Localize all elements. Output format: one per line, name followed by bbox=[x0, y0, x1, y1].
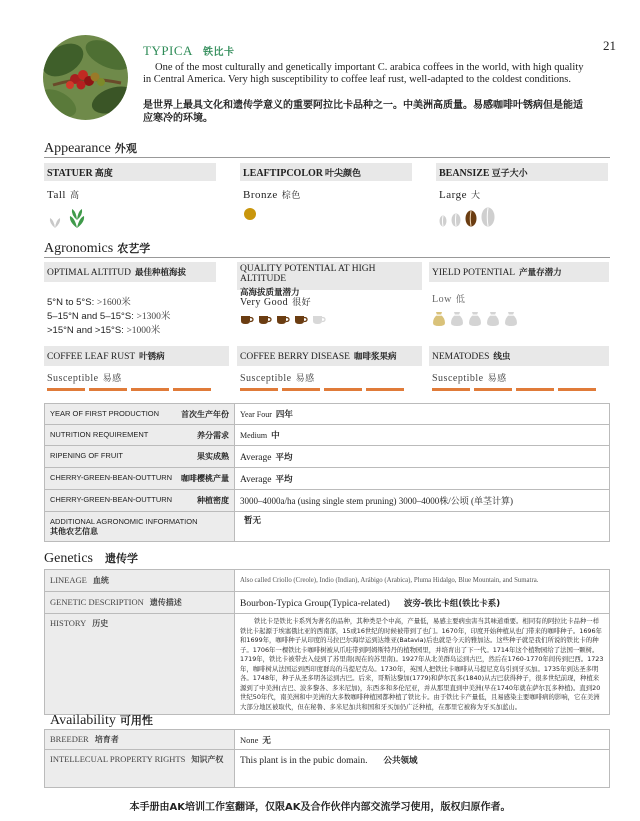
detail-value-cn: 中 bbox=[271, 431, 280, 441]
detail-label-cn: 首次生产年份 bbox=[181, 409, 229, 419]
nematodes-label-cn: 线虫 bbox=[493, 352, 511, 362]
ip-value-en: This plant is in the pubic domain. bbox=[240, 756, 368, 766]
nematodes-bar bbox=[474, 388, 512, 391]
description-value bbox=[235, 592, 610, 614]
yield-label-cn: 产量存潜力 bbox=[519, 268, 562, 278]
genetics-title-cn: 遗传学 bbox=[104, 552, 138, 565]
availability-label bbox=[45, 750, 235, 788]
genetics-section-title bbox=[44, 550, 138, 567]
berry-disease-value bbox=[237, 371, 422, 384]
agronomics-title-en: Agronomics bbox=[44, 241, 114, 256]
nematodes-bar bbox=[516, 388, 554, 391]
tall-plant-icon bbox=[67, 207, 87, 229]
altitude-label-en: OPTIMAL ALTITUD bbox=[47, 268, 132, 278]
detail-label bbox=[45, 404, 235, 425]
detail-value-cn: 四年 bbox=[275, 410, 293, 420]
quality-value bbox=[237, 295, 422, 308]
nematodes-value bbox=[429, 371, 609, 384]
leaf-rust-value-en: Susceptible bbox=[47, 373, 99, 384]
ip-value-cn: 公共领域 bbox=[383, 756, 418, 766]
bean-xlarge-icon bbox=[481, 207, 495, 227]
nematodes-value-cn: 易感 bbox=[487, 374, 507, 384]
intro-chinese: 是世界上最具文化和遗传学意义的重要阿拉比卡品种之一。中美洲高质量。易感咖啡叶锈病但是能适应寒冷的环境。 bbox=[143, 100, 583, 124]
appearance-section-title bbox=[44, 140, 137, 157]
breeder-label-cn: 培育者 bbox=[94, 735, 119, 744]
table-row bbox=[45, 570, 610, 592]
genetics-title-en: Genetics bbox=[44, 551, 93, 566]
table-row bbox=[45, 614, 610, 715]
short-plant-icon bbox=[47, 215, 63, 229]
breeder-value-en: None bbox=[240, 734, 259, 745]
detail-label bbox=[45, 512, 235, 542]
detail-value-en: Average bbox=[240, 452, 272, 463]
leaftip-label-en: LEAFTIPCOLOR bbox=[243, 168, 324, 179]
detail-label bbox=[45, 468, 235, 490]
history-label-en: HISTORY bbox=[50, 618, 87, 628]
coffee-cup-icon bbox=[312, 314, 326, 325]
availability-label bbox=[45, 730, 235, 750]
detail-value-cn: 暂无 bbox=[244, 516, 262, 526]
yield-bag-rating bbox=[429, 311, 609, 327]
detail-label-en: CHERRY-GREEN-BEAN-OUTTURN bbox=[50, 495, 173, 504]
detail-value-cn: 平均 bbox=[275, 452, 293, 463]
leaf-rust-value-cn: 易感 bbox=[102, 374, 122, 384]
coffee-cup-icon bbox=[276, 314, 290, 325]
leaftip-value-cn: 棕色 bbox=[281, 191, 301, 201]
yield-label-en: YIELD POTENTIAL bbox=[432, 268, 516, 278]
detail-label-cn: 养分需求 bbox=[197, 430, 229, 440]
detail-value bbox=[235, 425, 610, 446]
stature-value-en: Tall bbox=[47, 189, 66, 201]
table-row bbox=[45, 468, 610, 490]
table-row bbox=[45, 592, 610, 614]
variety-title-en: TYPICA bbox=[143, 43, 193, 58]
quality-label-en: QUALITY POTENTIAL AT HIGH ALTITUDE bbox=[240, 264, 376, 284]
detail-value bbox=[235, 404, 610, 425]
berry-disease-value-en: Susceptible bbox=[240, 373, 292, 384]
detail-label bbox=[45, 425, 235, 446]
stature-value-cn: 高 bbox=[69, 191, 80, 201]
leaftip-value bbox=[240, 188, 412, 201]
detail-value bbox=[235, 446, 610, 468]
availability-title-cn: 可用性 bbox=[119, 714, 153, 727]
variety-header bbox=[43, 35, 603, 125]
leaf-rust-bars bbox=[44, 388, 229, 391]
agronomics-divider bbox=[44, 257, 610, 258]
berry-disease-bar bbox=[240, 388, 278, 391]
table-row bbox=[45, 425, 610, 446]
yield-value-en: Low bbox=[432, 294, 452, 305]
leaf-rust-attribute bbox=[44, 346, 229, 391]
altitude-attribute bbox=[44, 262, 216, 338]
berry-disease-bars bbox=[237, 388, 422, 391]
quality-header bbox=[237, 262, 422, 298]
leaf-rust-bar bbox=[131, 388, 169, 391]
detail-label-en: YEAR OF FIRST PRODUCTION bbox=[50, 408, 160, 418]
altitude-header bbox=[44, 262, 216, 282]
agronomics-title-cn: 农艺学 bbox=[117, 242, 151, 255]
beansize-header bbox=[436, 163, 608, 181]
lineage-label-en: LINEAGE bbox=[50, 575, 87, 585]
description-value-en: Bourbon-Typica Group(Typica-related) bbox=[240, 598, 390, 609]
leaftip-value-en: Bronze bbox=[243, 189, 278, 201]
leaf-rust-value bbox=[44, 371, 229, 384]
table-row bbox=[45, 404, 610, 425]
berry-disease-attribute bbox=[237, 346, 422, 391]
breeder-value bbox=[235, 730, 610, 750]
berry-disease-bar bbox=[366, 388, 404, 391]
variety-title-cn: 铁比卡 bbox=[202, 47, 235, 58]
copyright-footer: 本手册由AK培训工作室翻译，仅限AK及合作伙伴内部交流学习使用，版权归原作者。 bbox=[129, 802, 511, 813]
quality-label-cn: 高海拔质量潜力 bbox=[240, 288, 300, 298]
altitude-line-2-value: >1300米 bbox=[136, 312, 171, 322]
description-value-cn: 波旁-铁比卡组(铁比卡系) bbox=[403, 598, 501, 609]
intro-english: One of the most culturally and genetically important C. arabica coffees in the world, with high quality in Central America. Very high susceptibility to coffee leaf rust, well-adapted to the coldest conditions. bbox=[143, 62, 584, 85]
detail-label-en: CHERRY-GREEN-BEAN-OUTTURN bbox=[50, 473, 173, 482]
bean-small-icon bbox=[439, 215, 447, 227]
altitude-line-1 bbox=[47, 296, 216, 310]
page-number: 21 bbox=[603, 38, 616, 53]
berry-disease-label-cn: 咖啡浆果病 bbox=[353, 352, 397, 362]
detail-label-en: ADDITIONAL AGRONOMIC INFORMATION bbox=[50, 516, 198, 526]
altitude-line-1-value: >1600米 bbox=[96, 298, 131, 308]
appearance-divider bbox=[44, 157, 610, 158]
altitude-values bbox=[44, 296, 216, 338]
detail-label bbox=[45, 446, 235, 468]
detail-value-en: Medium bbox=[240, 431, 268, 440]
history-value bbox=[235, 614, 610, 715]
beansize-value-en: Large bbox=[439, 189, 467, 201]
altitude-line-3 bbox=[47, 324, 216, 338]
leaftip-color-swatch-icon bbox=[243, 207, 257, 221]
beansize-label-cn: 豆子大小 bbox=[491, 169, 528, 179]
agronomic-details-table bbox=[44, 403, 610, 542]
leaf-rust-bar bbox=[173, 388, 211, 391]
leaf-rust-bar bbox=[47, 388, 85, 391]
berry-disease-label-en: COFFEE BERRY DISEASE bbox=[240, 352, 350, 362]
leaftip-icons bbox=[240, 207, 412, 221]
leaftip-attribute bbox=[240, 163, 412, 221]
leaf-rust-header bbox=[44, 346, 229, 366]
nematodes-bars bbox=[429, 388, 609, 391]
nematodes-bar bbox=[558, 388, 596, 391]
altitude-line-3-value: >1000米 bbox=[126, 326, 161, 336]
detail-value bbox=[235, 512, 610, 542]
coffee-bag-icon bbox=[432, 311, 446, 327]
beansize-value bbox=[436, 188, 608, 201]
availability-section-title bbox=[50, 712, 153, 729]
detail-label-cn: 其他农艺信息 bbox=[50, 526, 98, 536]
breeder-label-en: BREEDER bbox=[50, 734, 89, 744]
quality-value-cn: 很好 bbox=[292, 298, 312, 308]
coffee-bag-icon bbox=[486, 311, 500, 327]
lineage-label-cn: 血统 bbox=[92, 576, 109, 585]
detail-label bbox=[45, 490, 235, 512]
coffee-cherry-photo bbox=[43, 35, 128, 120]
variety-title bbox=[143, 43, 234, 59]
altitude-line-2 bbox=[47, 310, 216, 324]
table-row bbox=[45, 446, 610, 468]
nematodes-bar bbox=[432, 388, 470, 391]
detail-label-cn: 种植密度 bbox=[197, 496, 229, 505]
beansize-attribute bbox=[436, 163, 608, 227]
availability-title-en: Availability bbox=[50, 713, 116, 728]
yield-header bbox=[429, 262, 609, 282]
stature-header bbox=[44, 163, 216, 181]
yield-value-cn: 低 bbox=[455, 295, 466, 305]
genetics-label bbox=[45, 570, 235, 592]
bean-medium-icon bbox=[451, 213, 461, 227]
quality-cup-rating bbox=[237, 314, 422, 325]
appearance-title-cn: 外观 bbox=[114, 142, 137, 155]
detail-label-cn: 果实成熟 bbox=[197, 452, 229, 461]
altitude-label-cn: 最佳种植海拔 bbox=[135, 268, 187, 278]
altitude-line-1-latitude: 5°N to 5°S: bbox=[47, 297, 95, 308]
detail-label-cn: 咖啡樱桃产量 bbox=[181, 474, 229, 483]
detail-value-cn: 平均 bbox=[275, 474, 293, 485]
coffee-bag-icon bbox=[450, 311, 464, 327]
availability-table bbox=[44, 729, 610, 788]
table-row bbox=[45, 512, 610, 542]
lineage-value: Also called Criollo (Creole), Indio (Indian), Arábigo (Arabica), Pluma Hidalgo, Blue Mountain, and Sumatra. bbox=[235, 570, 610, 592]
table-row bbox=[45, 750, 610, 788]
genetics-label bbox=[45, 592, 235, 614]
description-label-cn: 遗传描述 bbox=[149, 598, 182, 607]
history-label-cn: 历史 bbox=[92, 619, 109, 628]
berry-disease-bar bbox=[324, 388, 362, 391]
beansize-value-cn: 大 bbox=[470, 191, 481, 201]
beansize-label-en: BEANSIZE bbox=[439, 168, 490, 179]
stature-attribute bbox=[44, 163, 216, 229]
beansize-icons bbox=[436, 207, 608, 227]
leaftip-header bbox=[240, 163, 412, 181]
nematodes-attribute bbox=[429, 346, 609, 391]
bean-large-icon bbox=[465, 210, 477, 227]
altitude-line-2-latitude: 5–15°N and 5–15°S: bbox=[47, 311, 134, 322]
quality-attribute bbox=[237, 262, 422, 325]
ip-label-en: INTELLECUAL PROPERTY RIGHTS bbox=[50, 754, 186, 764]
coffee-bag-icon bbox=[504, 311, 518, 327]
stature-icons bbox=[44, 207, 216, 229]
leaf-rust-label-cn: 叶锈病 bbox=[139, 352, 165, 362]
berry-disease-bar bbox=[282, 388, 320, 391]
description-label-en: GENETIC DESCRIPTION bbox=[50, 597, 144, 607]
appearance-title-en: Appearance bbox=[44, 141, 111, 156]
detail-label-en: RIPENING OF FRUIT bbox=[50, 451, 123, 460]
coffee-bag-icon bbox=[468, 311, 482, 327]
berry-disease-header bbox=[237, 346, 422, 366]
agronomics-section-title bbox=[44, 240, 150, 257]
history-text: 铁比卡是铁比卡系列为著名的品种，其种类是个中高，产量低，易感主要病虫害当其味道重要。相同有的阿拉比卡品种一样铁比卡起源于埃塞俄比亚的西南部，15或16世纪的时候被带到了也门。1670年，印度开始种植从也门带来的咖啡种子。1696年和1699年，咖啡种子从印度的马拉巴尔海岸运到达维亚(Batavia)后也就是今天的雅加达。这些种子就是我们所说的铁比卡的种子。1706年一棵铁比卡咖啡树被从爪哇带到阿姆斯特丹的植物园里，并培育出了下一代。1714年这个植物园给了法国一颗树。1719年，铁比卡被带去入侵到了苏里南(现在的苏里南)。1927年从北美群岛运到古巴，然后在1760-1770年间传到巴西。1723年，咖啡树从法国运到西印度群岛的马提尼克岛。1730年，英国人把铁比卡咖啡从马提尼克岛引到牙买加。1735年到达圣多明各。1748年，种子从圣多明各运到古巴。后来，哥斯达黎加(1779)和萨尔瓦多(1840)从古巴获得种子，很多世纪前现，种植来源到了中美洲(古巴、波多黎各、多米尼加)，东西多和多伦尼亚，并从那里直到中美洲(早在1740年就在萨尔瓦多种植)。直到20世纪50年代，南美洲和中美洲的大多数咖啡种植园都种植了铁比卡。由于铁比卡产量低，且易感染主要咖啡病的影响，它在美洲大部分地区被取代，但在秘鲁、多米尼加共和国和牙买加仍广泛种植，在那里它被称为牙买加蓝山。 bbox=[240, 617, 604, 711]
yield-value bbox=[429, 292, 609, 305]
detail-value-en: Year Four bbox=[240, 410, 272, 419]
genetics-label bbox=[45, 614, 235, 715]
leaf-rust-label-en: COFFEE LEAF RUST bbox=[47, 352, 136, 362]
altitude-line-3-latitude: >15°N and >15°S: bbox=[47, 325, 124, 336]
yield-attribute bbox=[429, 262, 609, 327]
detail-value-en: 3000–4000a/ha (using single stem pruning) 3000–4000株/公顷 (单茎计算) bbox=[240, 496, 513, 506]
detail-value-en: Average bbox=[240, 474, 272, 485]
coffee-cup-icon bbox=[294, 314, 308, 325]
leaf-rust-bar bbox=[89, 388, 127, 391]
nematodes-value-en: Susceptible bbox=[432, 373, 484, 384]
genetics-table bbox=[44, 569, 610, 715]
coffee-cup-icon bbox=[240, 314, 254, 325]
coffee-cup-icon bbox=[258, 314, 272, 325]
ip-label-cn: 知识产权 bbox=[191, 755, 224, 764]
detail-value bbox=[235, 468, 610, 490]
breeder-value-cn: 无 bbox=[262, 735, 271, 746]
berry-disease-value-cn: 易感 bbox=[295, 374, 315, 384]
stature-label-en: STATUER bbox=[47, 168, 93, 179]
stature-label-cn: 高度 bbox=[94, 169, 113, 179]
quality-value-en: Very Good bbox=[240, 297, 289, 308]
leaftip-label-cn: 叶尖颜色 bbox=[325, 169, 362, 179]
detail-label-en: NUTRITION REQUIREMENT bbox=[50, 429, 149, 439]
ip-value bbox=[235, 750, 610, 788]
table-row bbox=[45, 730, 610, 750]
nematodes-header bbox=[429, 346, 609, 366]
table-row bbox=[45, 490, 610, 512]
nematodes-label-en: NEMATODES bbox=[432, 352, 490, 362]
stature-value bbox=[44, 188, 216, 201]
detail-value bbox=[235, 490, 610, 512]
